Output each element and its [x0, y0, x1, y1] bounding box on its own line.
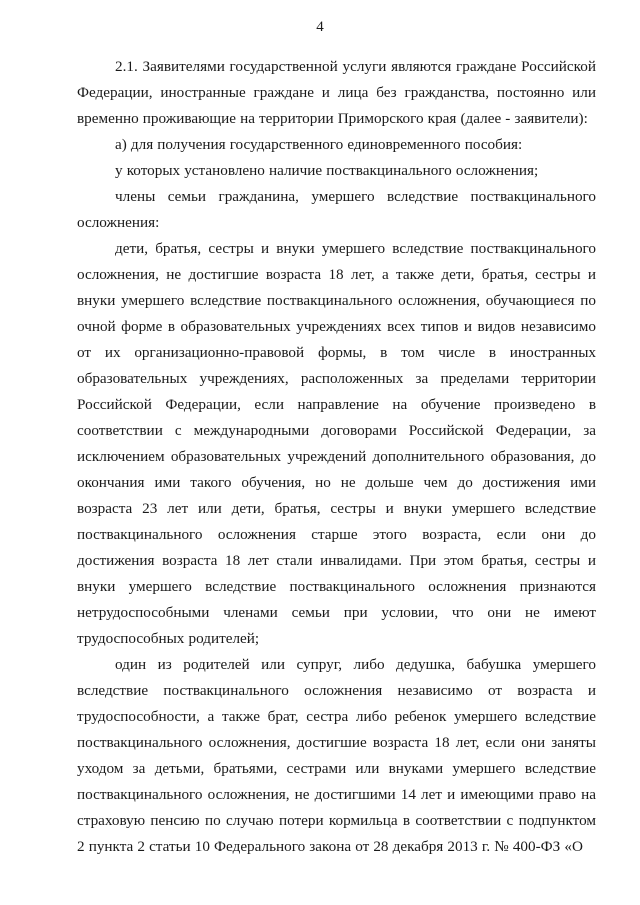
paragraph-family-members: члены семьи гражданина, умершего вследствие поствакцинального осложнения: [77, 188, 596, 231]
paragraph-lump-sum-benefit: а) для получения государственного единовременного пособия: [115, 136, 523, 153]
page-number: 4 [316, 19, 324, 35]
paragraph-applicants-definition: 2.1. Заявителями государственной услуги являются граждане Российской Федерации, иностранные граждане и лица без гражданства, постоянно или временно проживающие на территории Приморского края (далее - заявители): [77, 58, 596, 127]
paragraph-children-siblings: дети, братья, сестры и внуки умершего вследствие поствакцинального осложнения, не достигшие возраста 18 лет, а также дети, братья, сестры и внуки умершего вследствие поствакцинального осложнения, обучающиеся по очной форме в образовательных учреждениях всех типов и видов независимо от их организационно-правовой формы, в том числе в иностранных образовательных учреждениях, расположенных за пределами территории Российской Федерации, если направление на обучение произведено в соответствии с международными договорами Российской Федерации, за исключением образовательных учреждений дополнительного образования, до окончания ими такого обучения, но не дольше чем до достижения ими возраста 23 лет или дети, братья, сестры и внуки умершего вследствие поствакцинального осложнения старше этого возраста, если они до достижения возраста 18 лет стали инвалидами. При этом братья, сестры и внуки умершего вследствие поствакцинального осложнения признаются нетрудоспособными членами семьи при условии, что они не имеют трудоспособных родителей; [77, 240, 596, 647]
document-body [77, 54, 596, 860]
paragraph-parent-or-spouse: один из родителей или супруг, либо дедушка, бабушка умершего вследствие поствакцинального осложнения независимо от возраста и трудоспособности, а также брат, сестра либо ребенок умершего вследствие поствакцинального осложнения, достигшие возраста 18 лет, если они заняты уходом за детьми, братьями, сестрами или внуками умершего вследствие поствакцинального осложнения, не достигшими 14 лет и имеющими право на страховую пенсию по случаю потери кормильца в соответствии с подпунктом 2 пункта 2 статьи 10 Федерального закона от 28 декабря 2013 г. № 400-ФЗ «О [77, 656, 596, 855]
paragraph-complication-established: у которых установлено наличие поствакцинального осложнения; [115, 162, 539, 179]
